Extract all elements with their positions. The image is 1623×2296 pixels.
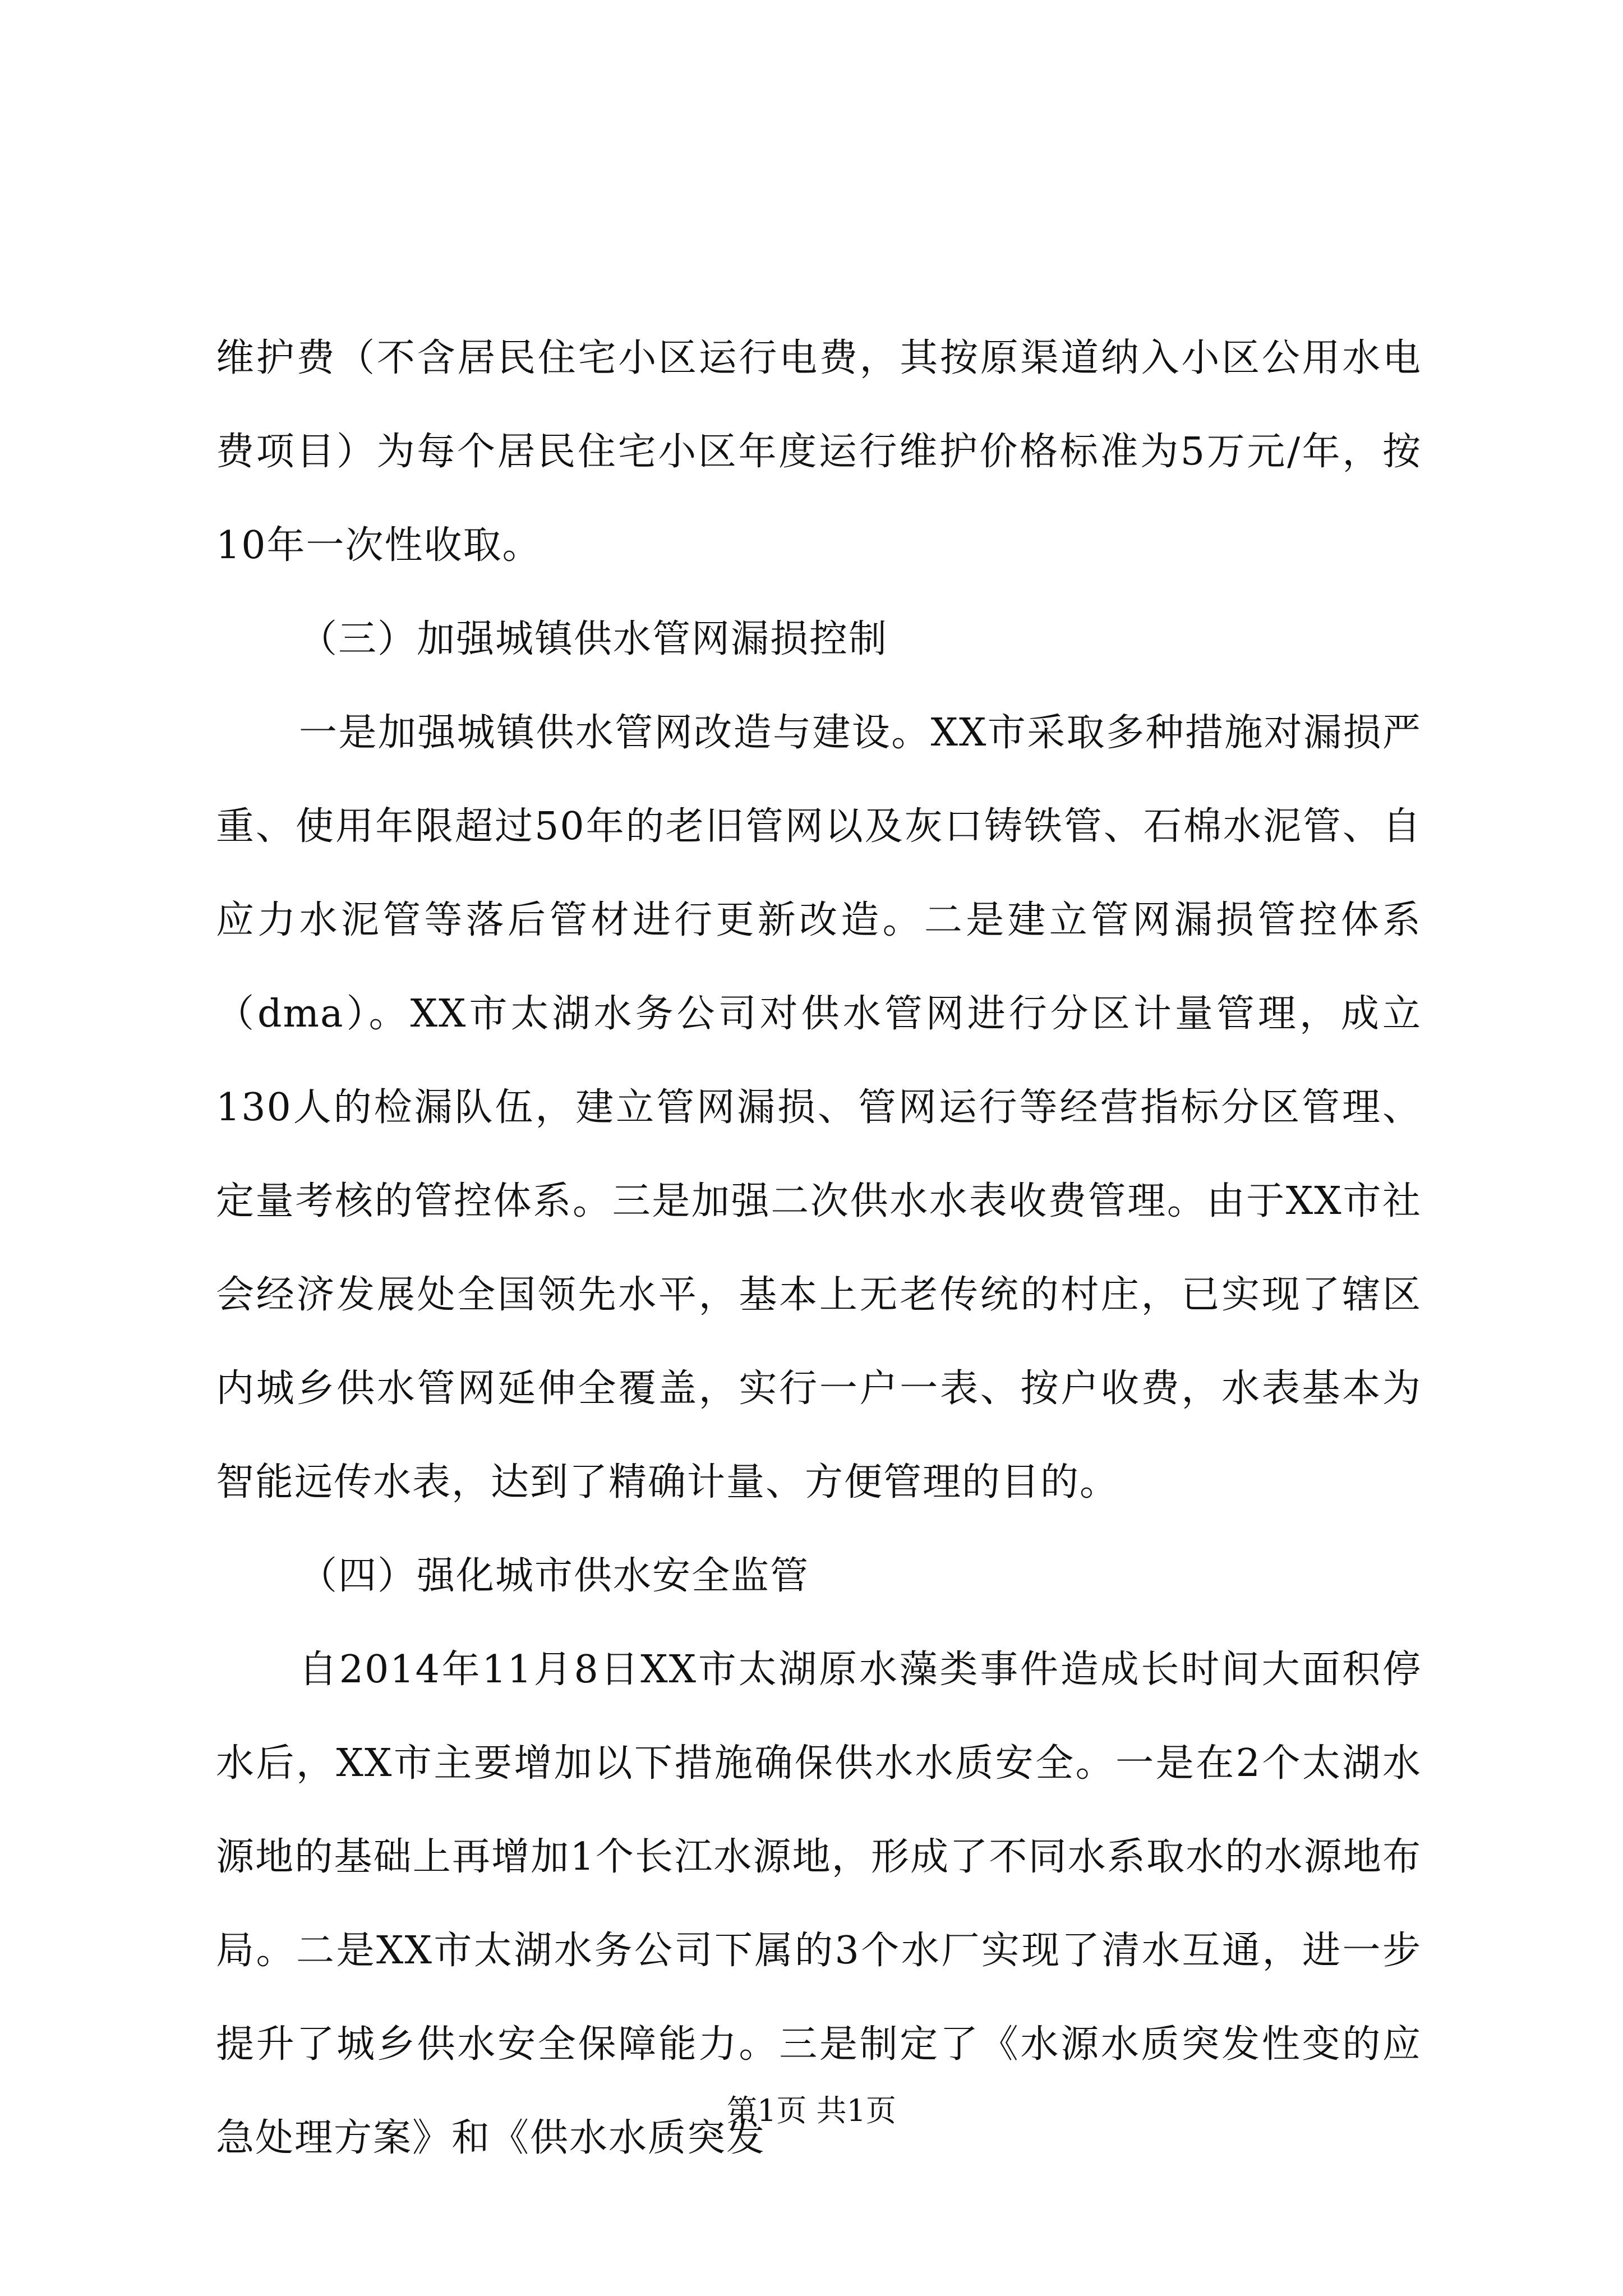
page-footer: 第1页 共1页 (727, 2093, 896, 2128)
document-body (216, 311, 1422, 2185)
section-heading-4: （四）强化城市供水安全监管 (299, 1554, 810, 1598)
paragraph-water-safety: 自2014年11月8日XX市太湖原水藻类事件造成长时间大面积停水后，XX市主要增加以下措施确保供水水质安全。一是在2个太湖水源地的基础上再增加1个长江水源地，形成了不同水系取水的水源地布局。二是XX市太湖水务公司下属的3个水厂实现了清水互通，进一步提升了城乡供水安全保障能力。三是制定了《水源水质突发性变的应急处理方案》和《供水水质突发 (216, 1648, 1422, 2160)
paragraph-maintenance-fee: 维护费（不含居民住宅小区运行电费，其按原渠道纳入小区公用水电费项目）为每个居民住宅小区年度运行维护价格标准为5万元/年，按10年一次性收取。 (216, 336, 1422, 568)
section-heading-3: （三）加强城镇供水管网漏损控制 (299, 617, 888, 661)
paragraph-pipe-network: 一是加强城镇供水管网改造与建设。XX市采取多种措施对漏损严重、使用年限超过50年的老旧管网以及灰口铸铁管、石棉水泥管、自应力水泥管等落后管材进行更新改造。二是建立管网漏损管控体系（dma）。XX市太湖水务公司对供水管网进行分区计量管理，成立130人的检漏队伍，建立管网漏损、管网运行等经营指标分区管理、定量考核的管控体系。三是加强二次供水水表收费管理。由于XX市社会经济发展处全国领先水平，基本上无老传统的村庄，已实现了辖区内城乡供水管网延伸全覆盖，实行一户一表、按户收费，水表基本为智能远传水表，达到了精确计量、方便管理的目的。 (216, 711, 1422, 1504)
